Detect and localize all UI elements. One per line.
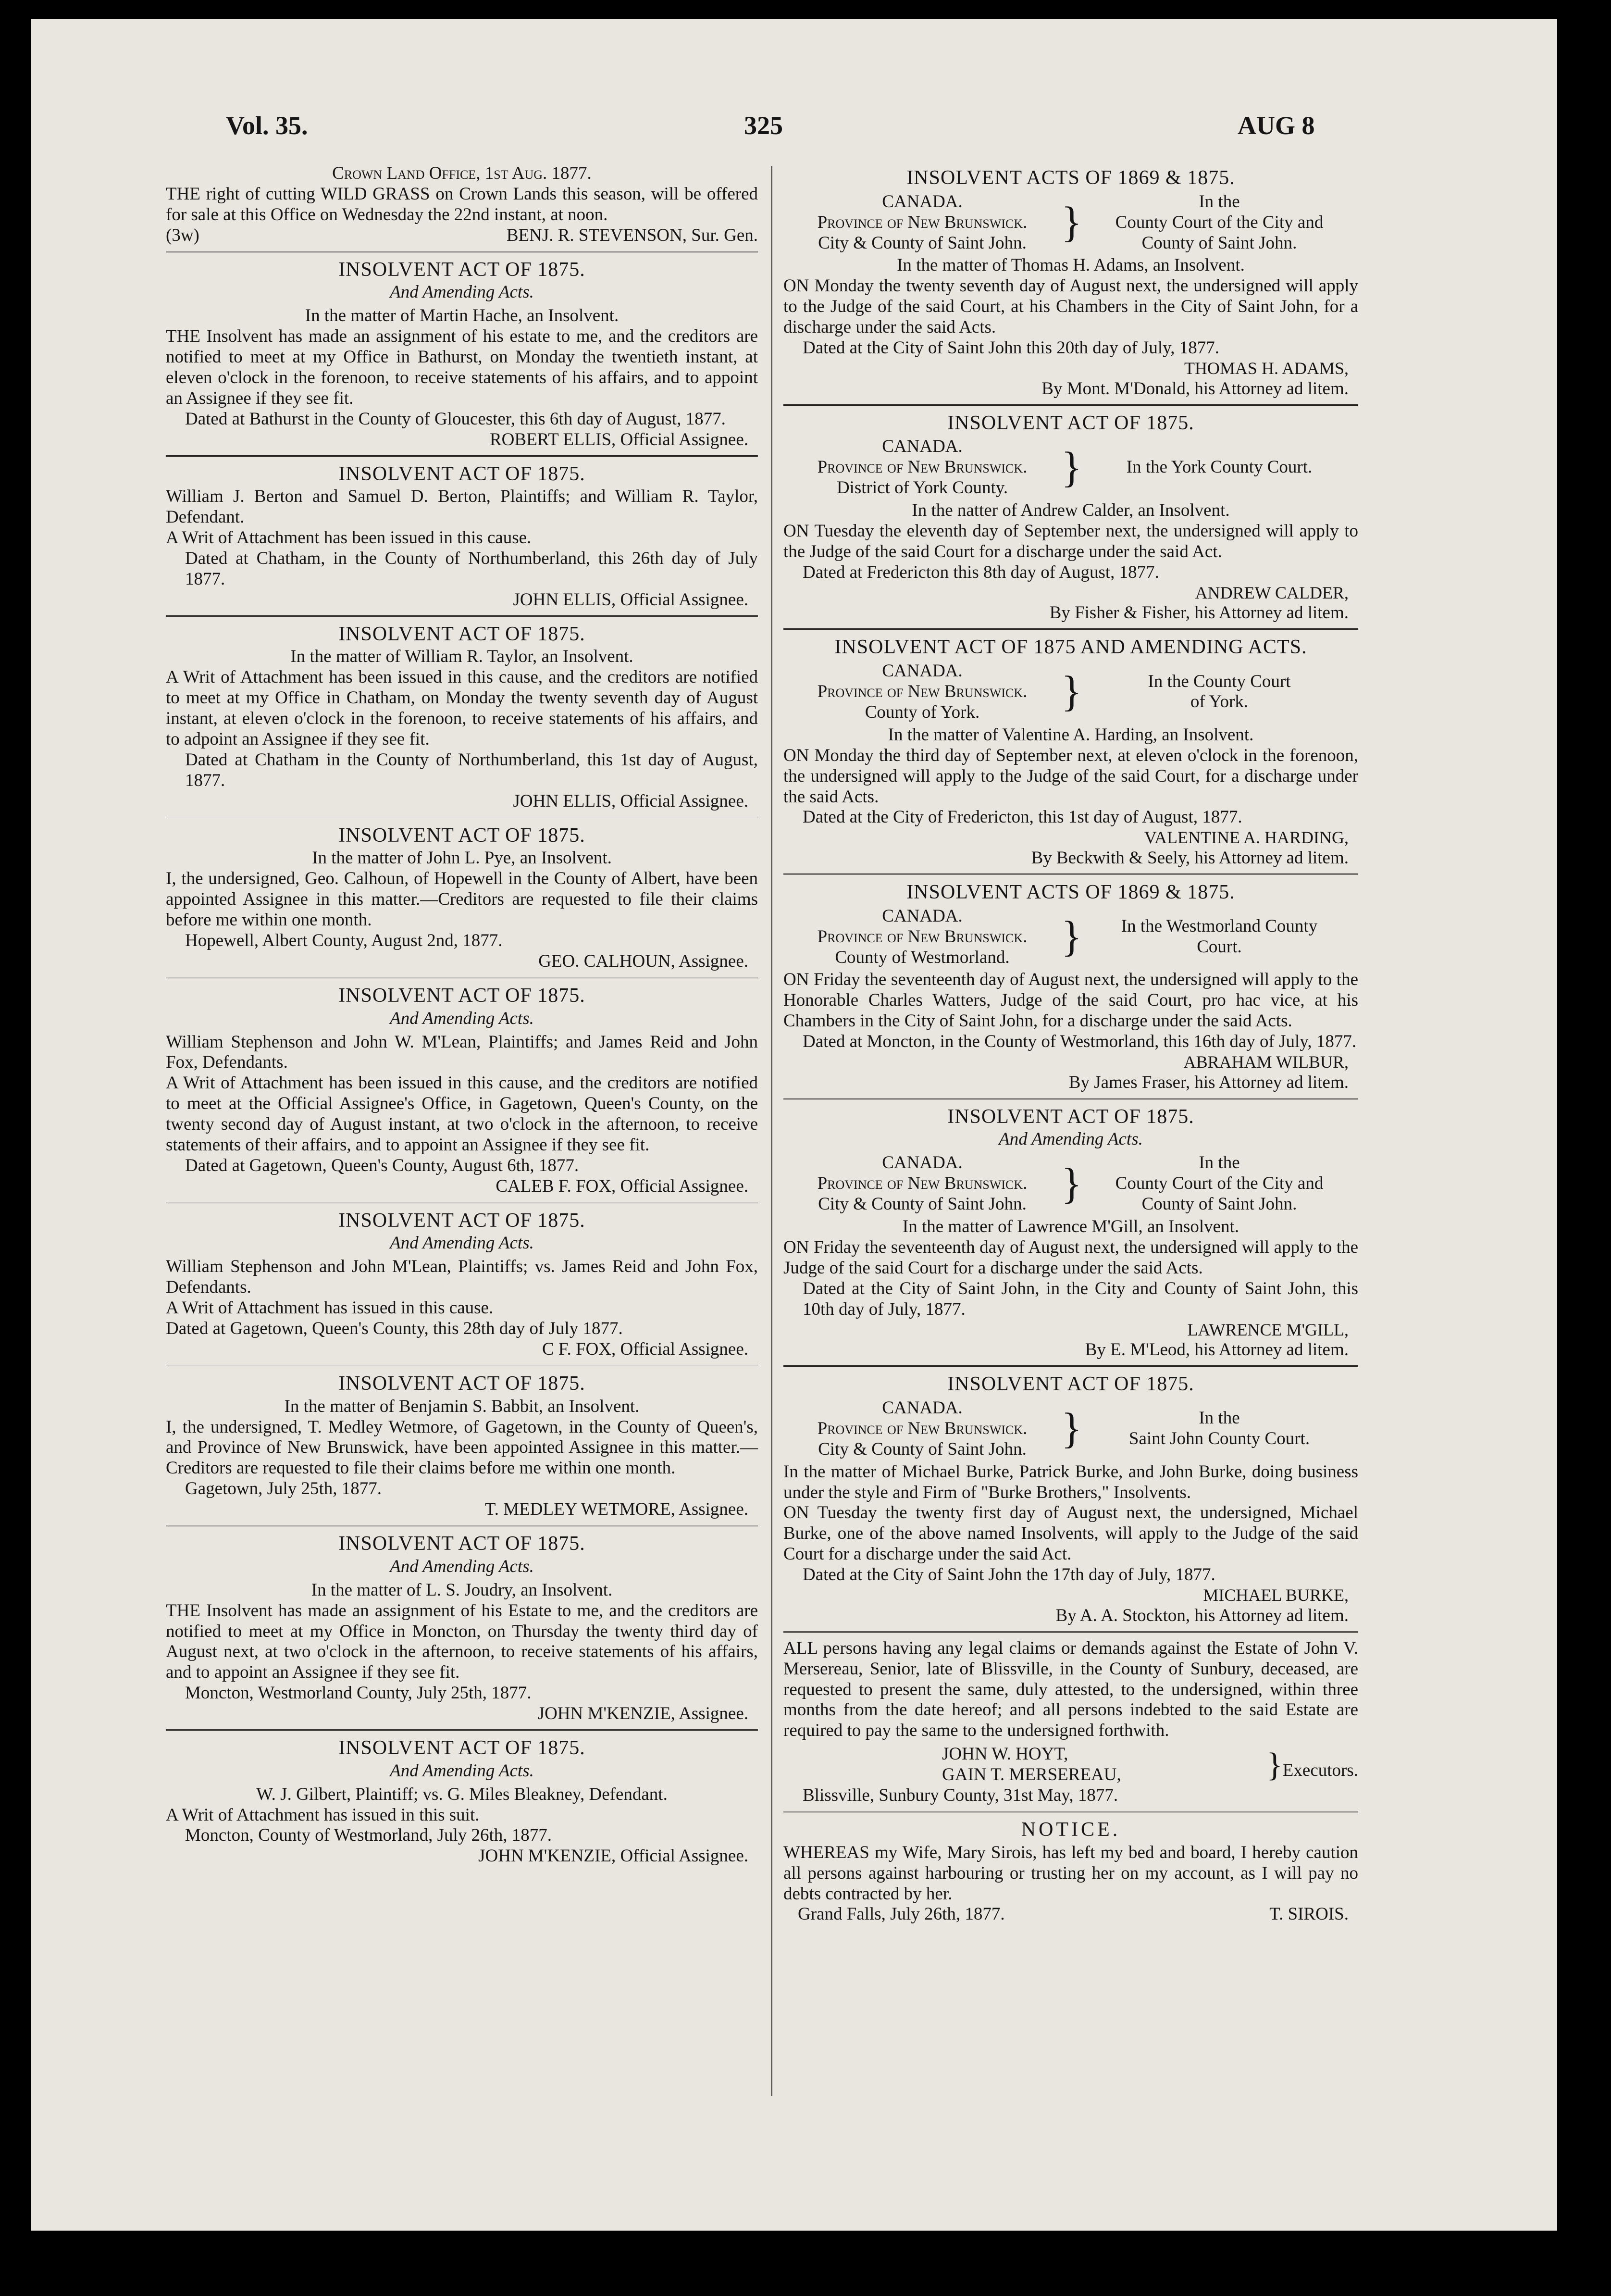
notice-subtitle: And Amending Acts. [390, 1233, 534, 1253]
insolvent-notice [166, 984, 758, 1203]
notice-body: A Writ of Attachment has issued in this cause. [166, 1298, 494, 1318]
court-district: City & County of Saint John. [818, 1439, 1027, 1459]
estate-notice [783, 1638, 1358, 1812]
applicant-name: ANDREW CALDER, [1195, 583, 1349, 602]
insolvent-notice [783, 636, 1358, 875]
notice-title: INSOLVENT ACT OF 1875. [338, 1737, 585, 1759]
court-district: City & County of Saint John. [818, 1194, 1027, 1214]
notice-body: ON Monday the third day of September next, at eleven o'clock in the forenoon, the undersigned will apply to the Judge of the said Court, for a discharge under the said Acts. [783, 745, 1358, 807]
court-name: In the [1199, 191, 1240, 212]
insolvent-notice [166, 258, 758, 457]
notice-title: INSOLVENT ACT OF 1875. [338, 1209, 585, 1232]
wild-grass-notice [166, 163, 758, 252]
insolvent-notice [783, 1105, 1358, 1367]
notice-subtitle: And Amending Acts. [390, 1760, 534, 1781]
insolvent-notice [166, 462, 758, 617]
notice-dated: Dated at the City of Saint John this 20th day of July, 1877. [803, 338, 1220, 358]
notice-dated: Dated at Gagetown, Queen's County, this 28th day of July 1877. [166, 1319, 623, 1339]
court-name: of York. [1190, 692, 1249, 712]
notice-title: INSOLVENT ACTS OF 1869 & 1875. [906, 881, 1235, 903]
court-name: Saint John County Court. [1128, 1429, 1310, 1449]
brace-icon: } [1061, 1405, 1082, 1453]
notice-body: ON Friday the seventeenth day of August next, the undersigned will apply to the Judge of the said Court for a discharge under the said Acts. [783, 1237, 1358, 1278]
issue-date: AUG 8 [1238, 111, 1315, 140]
court-name: In the [1199, 1153, 1240, 1173]
notice-dated: Hopewell, Albert County, August 2nd, 1877. [185, 931, 503, 951]
notice-body: ALL persons having any legal claims or demands against the Estate of John V. Mersereau, Senior, late of Blissville, in the County of Sunbury, deceased, are requested to present the same, duly attested, to the undersigned, within three months from the date hereof; and all persons indebted to the said Estate are required to pay the same to the undersigned forthwith. [783, 1638, 1358, 1741]
court-name: County Court of the City and [1115, 212, 1324, 232]
notice-body: ON Tuesday the eleventh day of September next, the undersigned will apply to the Judge of the said Court for a discharge under the said Act. [783, 521, 1358, 562]
notice-dated: Dated at Bathurst in the County of Gloucester, this 6th day of August, 1877. [185, 409, 726, 429]
notice-title: INSOLVENT ACTS OF 1869 & 1875. [906, 167, 1235, 189]
court-header [783, 192, 1358, 254]
notice-body: THE Insolvent has made an assignment of his Estate to me, and the creditors are notified to meet at my Office in Moncton, on Thursday the twenty third day of August next, at two o'clock in the afternoon, to receive statements of his affairs, and to appoint an Assignee if they see fit. [166, 1600, 758, 1683]
notice-body: ON Monday the twenty seventh day of August next, the undersigned will apply to the Judge of the said Court, at his Chambers in the City of Saint John, for a discharge under the said Acts. [783, 276, 1358, 337]
court-name: Court. [1197, 937, 1242, 957]
applicant-name: MICHAEL BURKE, [1203, 1585, 1349, 1605]
court-header [783, 437, 1358, 499]
notice-title: INSOLVENT ACT OF 1875. [338, 462, 585, 485]
executors-label: Executors. [1282, 1760, 1358, 1780]
court-name: In the [1199, 1408, 1240, 1428]
notice-dated: Blissville, Sunbury County, 31st May, 1877. [803, 1785, 1118, 1806]
court-name: County Court of the City and [1115, 1173, 1324, 1194]
notice-dated: Dated at Moncton, in the County of Westmorland, this 16th day of July, 1877. [803, 1032, 1357, 1052]
notice-title: INSOLVENT ACT OF 1875. [338, 258, 585, 281]
notice-subtitle: And Amending Acts. [390, 1556, 534, 1576]
notice-dated: Moncton, Westmorland County, July 25th, 1877. [185, 1683, 532, 1703]
notice-parties: William Stephenson and John W. M'Lean, Plaintiffs; and James Reid and John Fox, Defendants. [166, 1032, 758, 1073]
dateline: Crown Land Office, 1st Aug. 1877. [332, 163, 592, 183]
notice-title: INSOLVENT ACT OF 1875. [338, 1533, 585, 1555]
court-header [783, 1398, 1358, 1460]
executor-name: JOHN W. HOYT, [942, 1744, 1068, 1764]
notice-title: INSOLVENT ACT OF 1875. [338, 623, 585, 645]
signature: CALEB F. FOX, Official Assignee. [496, 1176, 748, 1196]
applicant-name: LAWRENCE M'GILL, [1187, 1320, 1349, 1339]
notice-body: ON Tuesday the twenty first day of August next, the undersigned, Michael Burke, one of the above named Insolvents, will apply to the Judge of the said Court for a discharge under the said Act. [783, 1503, 1358, 1564]
notice-subtitle: And Amending Acts. [390, 1008, 534, 1028]
court-country: CANADA. [882, 1398, 963, 1418]
notice-title: NOTICE. [1021, 1819, 1121, 1841]
insolvent-notice [783, 881, 1358, 1099]
insolvent-notice [166, 1372, 758, 1526]
notice-body: A Writ of Attachment has been issued in this cause, and the creditors are notified to meet at the Official Assignee's Office, in Gagetown, Queen's County, on the twenty second day of August instant, at two o'clock in the afternoon, to receive statements of their affairs, and to appoint an Assignee if they see fit. [166, 1073, 758, 1155]
insolvent-notice [166, 623, 758, 818]
brace-icon: } [1061, 668, 1082, 716]
notice-title: INSOLVENT ACT OF 1875. [947, 1105, 1194, 1128]
brace-icon: } [1061, 443, 1082, 491]
applicant-name: ABRAHAM WILBUR, [1183, 1052, 1349, 1072]
court-name: In the County Court [1148, 671, 1291, 691]
insolvent-notice [783, 166, 1358, 406]
attorney-line: By A. A. Stockton, his Attorney ad litem. [1055, 1605, 1349, 1625]
notice-body: ON Friday the seventeenth day of August next, the undersigned will apply to the Honorable Charles Watters, Judge of the said Court, pro hac vice, at his Chambers in the City of Saint John, for a discharge under the said Acts. [783, 970, 1358, 1031]
signature: JOHN ELLIS, Official Assignee. [513, 791, 748, 811]
court-province: Province of New Brunswick. [817, 1173, 1028, 1194]
signature: BENJ. R. STEVENSON, Sur. Gen. [506, 225, 758, 245]
attorney-line: By Beckwith & Seely, his Attorney ad litem. [1031, 848, 1349, 868]
court-name: In the York County Court. [1126, 457, 1313, 477]
court-name: County of Saint John. [1141, 1194, 1297, 1214]
court-country: CANADA. [882, 661, 963, 681]
right-column [783, 163, 1358, 1935]
signature: JOHN M'KENZIE, Official Assignee. [478, 1846, 748, 1866]
court-district: County of Westmorland. [835, 947, 1010, 967]
notice-title: INSOLVENT ACT OF 1875. [338, 984, 585, 1007]
court-header [783, 906, 1358, 968]
court-district: County of York. [865, 702, 980, 722]
insolvent-notice [783, 412, 1358, 630]
sirois-notice [783, 1818, 1358, 1930]
court-country: CANADA. [882, 1153, 963, 1173]
notice-body: THE Insolvent has made an assignment of his estate to me, and the creditors are notified to meet at my Office in Bathurst, on Monday the twentieth instant, at eleven o'clock in the forenoon, to receive statements of his affairs, and to appoint an Assignee if they see fit. [166, 326, 758, 408]
insolvent-notice [166, 824, 758, 978]
notice-dated: Dated at Chatham, in the County of Northumberland, this 26th day of July 1877. [185, 549, 758, 589]
court-country: CANADA. [882, 906, 963, 926]
notice-body: A Writ of Attachment has issued in this suit. [166, 1805, 480, 1825]
notice-code: (3w) [166, 225, 199, 245]
signature: T. MEDLEY WETMORE, Assignee. [484, 1499, 748, 1520]
page-number: 325 [744, 111, 783, 140]
attorney-line: By E. M'Leod, his Attorney ad litem. [1085, 1340, 1349, 1360]
notice-matter: In the matter of Lawrence M'Gill, an Insolvent. [902, 1217, 1239, 1237]
notice-dated: Grand Falls, July 26th, 1877. [798, 1904, 1005, 1924]
notice-dated: Gagetown, July 25th, 1877. [185, 1479, 382, 1499]
insolvent-notice [783, 1373, 1358, 1633]
signature: T. SIROIS. [1269, 1904, 1349, 1924]
applicant-name: VALENTINE A. HARDING, [1144, 828, 1349, 848]
signature: GEO. CALHOUN, Assignee. [538, 951, 748, 971]
notice-body: A Writ of Attachment has been issued in this cause. [166, 528, 532, 548]
volume-number: Vol. 35. [226, 111, 308, 140]
notice-matter: In the matter of Benjamin S. Babbit, an Insolvent. [284, 1396, 640, 1416]
court-province: Province of New Brunswick. [817, 926, 1028, 947]
insolvent-notice [166, 1209, 758, 1366]
notice-body: A Writ of Attachment has been issued in this cause, and the creditors are notified to meet at my Office in Chatham, on Monday the twenty seventh day of August instant, at eleven o'clock in the forenoon, to receive statements of his affairs, and to adpoint an Assignee if they see fit. [166, 667, 758, 749]
executor-name: GAIN T. MERSEREAU, [942, 1765, 1121, 1785]
signature: ROBERT ELLIS, Official Assignee. [490, 429, 748, 449]
notice-title: INSOLVENT ACT OF 1875. [947, 1373, 1194, 1396]
signature: C F. FOX, Official Assignee. [542, 1339, 748, 1359]
notice-dated: Dated at the City of Saint John the 17th day of July, 1877. [803, 1565, 1215, 1585]
court-name: County of Saint John. [1141, 233, 1297, 253]
notice-matter: In the matter of Thomas H. Adams, an Insolvent. [897, 255, 1245, 275]
notice-dated: Dated at Chatham in the County of Northumberland, this 1st day of August, 1877. [185, 750, 758, 790]
court-province: Province of New Brunswick. [817, 681, 1028, 701]
brace-icon: } [1266, 1746, 1283, 1784]
court-district: District of York County. [836, 478, 1008, 498]
notice-dated: Dated at the City of Fredericton, this 1st day of August, 1877. [803, 807, 1242, 827]
signature: JOHN ELLIS, Official Assignee. [513, 589, 748, 610]
court-province: Province of New Brunswick. [817, 212, 1028, 232]
notice-dated: Dated at Gagetown, Queen's County, August 6th, 1877. [185, 1155, 579, 1175]
notice-matter: In the matter of William R. Taylor, an Insolvent. [290, 647, 633, 667]
notice-subtitle: And Amending Acts. [999, 1129, 1143, 1149]
insolvent-notice [166, 1532, 758, 1731]
insolvent-notice [166, 1736, 758, 1872]
court-country: CANADA. [882, 437, 963, 457]
notice-dated: Moncton, County of Westmorland, July 26th, 1877. [185, 1825, 552, 1846]
column-divider [771, 166, 772, 2096]
court-country: CANADA. [882, 191, 963, 212]
signature: JOHN M'KENZIE, Assignee. [537, 1704, 748, 1724]
court-header [783, 661, 1358, 723]
notice-subtitle: And Amending Acts. [390, 282, 534, 302]
attorney-line: By Mont. M'Donald, his Attorney ad litem. [1041, 378, 1349, 399]
notice-dated: Dated at the City of Saint John, in the City and County of Saint John, this 10th day of July, 1877. [803, 1278, 1358, 1319]
notice-body: THE right of cutting WILD GRASS on Crown Lands this season, will be offered for sale at this Office on Wednesday the 22nd instant, at noon. [166, 184, 758, 225]
applicant-name: THOMAS H. ADAMS, [1184, 358, 1349, 378]
court-province: Province of New Brunswick. [817, 1418, 1028, 1438]
notice-parties: William Stephenson and John M'Lean, Plaintiffs; vs. James Reid and John Fox, Defendants. [166, 1257, 758, 1298]
notice-body: WHEREAS my Wife, Mary Sirois, has left my bed and board, I hereby caution all persons against harbouring or trusting her on my account, as I will pay no debts contracted by her. [783, 1842, 1358, 1904]
notice-body: I, the undersigned, Geo. Calhoun, of Hopewell in the County of Albert, have been appointed Assignee in this matter.—Creditors are requested to file their claims before me within one month. [166, 869, 758, 930]
attorney-line: By Fisher & Fisher, his Attorney ad litem. [1049, 603, 1349, 623]
brace-icon: } [1061, 199, 1082, 247]
brace-icon: } [1061, 913, 1082, 961]
notice-title: INSOLVENT ACT OF 1875 AND AMENDING ACTS. [834, 636, 1307, 659]
notice-matter: In the matter of Valentine A. Harding, an Insolvent. [888, 724, 1254, 745]
notice-body: I, the undersigned, T. Medley Wetmore, of Gagetown, in the County of Queen's, and Province of New Brunswick, have been appointed Assignee in this matter.—Creditors are requested to file their claims before me within one month. [166, 1417, 758, 1478]
notice-matter: In the matter of L. S. Joudry, an Insolvent. [311, 1580, 613, 1600]
notice-title: INSOLVENT ACT OF 1875. [947, 412, 1194, 434]
attorney-line: By James Fraser, his Attorney ad litem. [1068, 1072, 1349, 1092]
notice-parties: W. J. Gilbert, Plaintiff; vs. G. Miles Bleakney, Defendant. [256, 1784, 668, 1804]
notice-matter: In the natter of Andrew Calder, an Insolvent. [912, 500, 1230, 521]
court-province: Province of New Brunswick. [817, 457, 1028, 477]
executors-block [783, 1744, 1358, 1785]
notice-matter: In the matter of Martin Hache, an Insolvent. [305, 306, 619, 326]
notice-title: INSOLVENT ACT OF 1875. [338, 824, 585, 847]
notice-dated: Dated at Fredericton this 8th day of August, 1877. [803, 562, 1159, 582]
court-district: City & County of Saint John. [818, 233, 1027, 253]
notice-matter: In the matter of Michael Burke, Patrick Burke, and John Burke, doing business under the style and Firm of "Burke Brothers," Insolvents. [783, 1461, 1358, 1502]
notice-matter: In the matter of John L. Pye, an Insolvent. [312, 848, 612, 868]
notice-title: INSOLVENT ACT OF 1875. [338, 1372, 585, 1395]
left-column [166, 163, 758, 1877]
court-name: In the Westmorland County [1121, 916, 1318, 936]
court-header [783, 1153, 1358, 1215]
brace-icon: } [1061, 1160, 1082, 1208]
notice-parties: William J. Berton and Samuel D. Berton, Plaintiffs; and William R. Taylor, Defendant. [166, 487, 758, 527]
